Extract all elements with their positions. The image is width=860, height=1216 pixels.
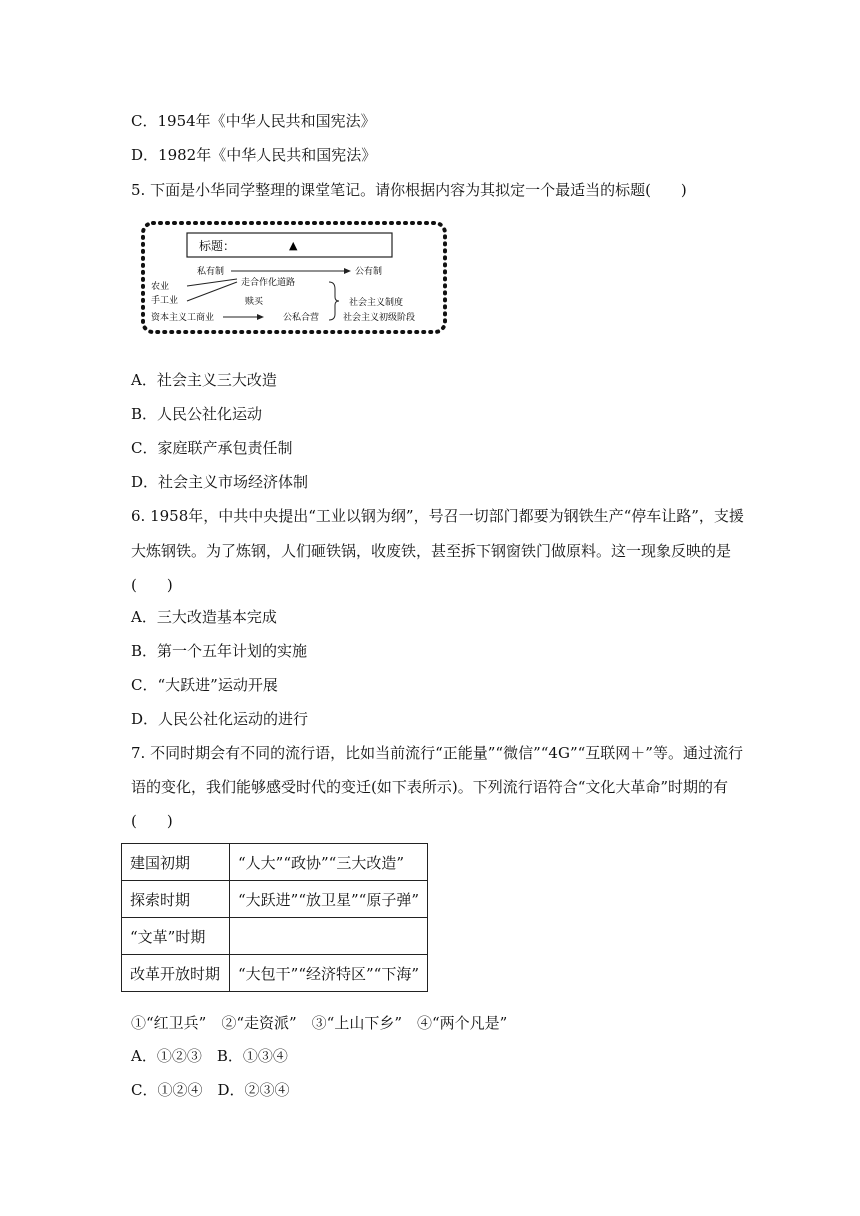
line-q6-option-b: B．第一个五年计划的实施 (131, 642, 308, 660)
line-q7-items: ①“红卫兵” ②“走资派” ③“上山下乡” ④“两个凡是” (131, 1014, 508, 1032)
note-stage: 社会主义初级阶段 (343, 313, 416, 323)
line-q6-option-a: A．三大改造基本完成 (131, 608, 277, 626)
line-q6-stem-2: 大炼钢铁。为了炼钢，人们砸铁锅，收废铁，甚至拆下钢窗铁门做原料。这一现象反映的是 (131, 542, 732, 560)
line-q6-option-d: D．人民公社化运动的进行 (131, 710, 309, 728)
line-q6-stem-3: ( ) (131, 576, 173, 594)
line-q5-option-a: A．社会主义三大改造 (131, 371, 277, 389)
line-q5-option-c: C．家庭联产承包责任制 (131, 439, 293, 457)
line-q7-options-ab: A．①②③ B．①③④ (131, 1047, 288, 1065)
phrases-cell: “人大”“政协”“三大改造” (230, 844, 428, 881)
phrases-cell (230, 918, 428, 955)
arrowhead-joint (257, 314, 264, 320)
title-label: 标题： (199, 239, 236, 253)
note-handicraft: 手工业 (151, 296, 179, 306)
line-q7-stem-1: 7. 不同时期会有不同的流行语，比如当前流行“正能量”“微信”“4G”“互联网＋”等。通过流行 (131, 744, 743, 762)
note-coop: 走合作化道路 (241, 278, 296, 288)
table-row (122, 881, 428, 918)
table-row (122, 918, 428, 955)
note-sys: 社会主义制度 (349, 298, 404, 308)
phrases-cell: “大包干”“经济特区”“下海” (230, 955, 428, 992)
note-joint: 公私合营 (283, 313, 320, 323)
period-cell: 改革开放时期 (122, 955, 230, 992)
class-notes-figure (139, 219, 449, 336)
phrases-cell: “大跃进”“放卫星”“原子弹” (230, 881, 428, 918)
period-phrases-table (121, 843, 428, 992)
line-q5-option-b: B．人民公社化运动 (131, 405, 263, 423)
line-q6-stem-1: 6. 1958年，中共中央提出“工业以钢为纲”，号召一切部门都要为钢铁生产“停车让路”，支援 (131, 507, 744, 525)
arrowhead-public (344, 268, 351, 274)
line-q7-options-cd: C．①②④ D．②③④ (131, 1081, 290, 1099)
line-q4-option-d: D．1982年《中华人民共和国宪法》 (131, 146, 377, 164)
line-q5-stem: 5. 下面是小华同学整理的课堂笔记。请你根据内容为其拟定一个最适当的标题( ) (131, 181, 687, 199)
line-q7-stem-3: ( ) (131, 812, 173, 830)
note-public: 公有制 (355, 267, 383, 277)
note-capitalist: 资本主义工商业 (151, 313, 215, 323)
line-q4-option-c: C．1954年《中华人民共和国宪法》 (131, 112, 376, 130)
period-cell: 探索时期 (122, 881, 230, 918)
period-cell: “文革”时期 (122, 918, 230, 955)
brace (329, 282, 339, 320)
note-private: 私有制 (197, 267, 225, 277)
line-q7-stem-2: 语的变化，我们能够感受时代的变迁(如下表所示)。下列流行语符合“文化大革命”时期的有 (131, 778, 729, 796)
table-row (122, 955, 428, 992)
line-q5-option-d: D．社会主义市场经济体制 (131, 473, 309, 491)
note-agri: 农业 (151, 282, 170, 292)
line-q6-option-c: C．“大跃进”运动开展 (131, 676, 278, 694)
title-triangle: ▲ (289, 239, 298, 252)
note-buyout: 赎买 (245, 297, 264, 307)
table-row (122, 844, 428, 881)
period-cell: 建国初期 (122, 844, 230, 881)
